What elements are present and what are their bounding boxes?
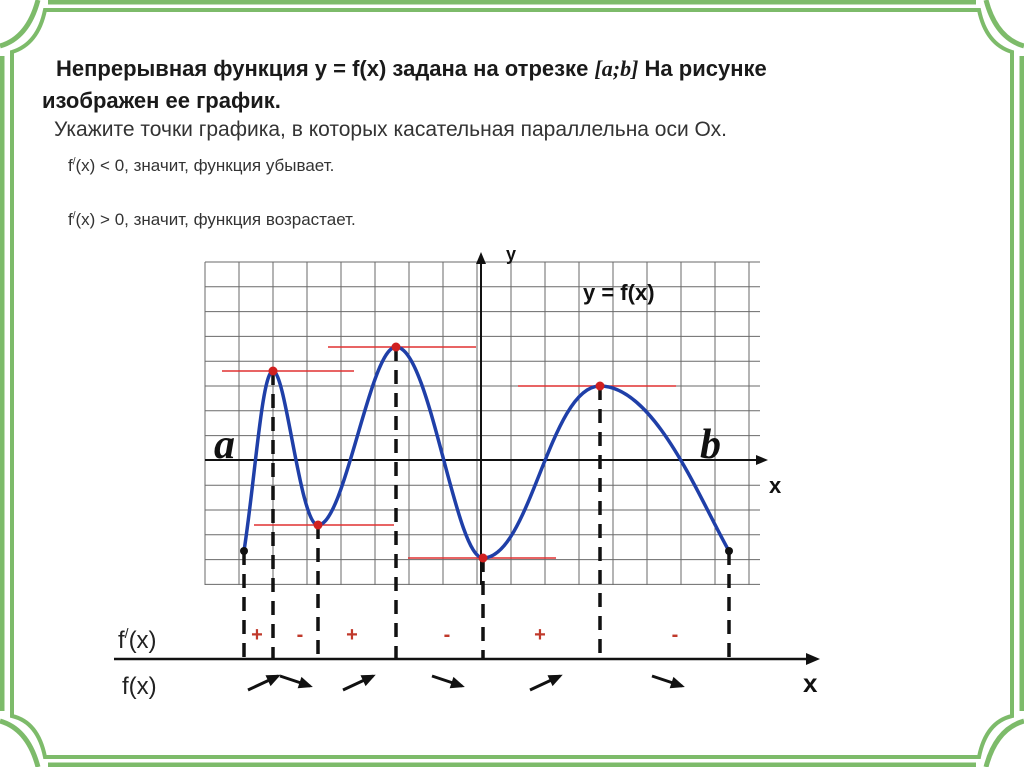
derivative-prime: / xyxy=(124,625,129,641)
extremum-point xyxy=(392,343,401,352)
derivative-sign: + xyxy=(534,624,546,646)
extremum-point xyxy=(479,554,488,563)
x-axis-label: x xyxy=(769,473,782,498)
arrow-head xyxy=(298,677,313,688)
y-axis-arrow xyxy=(476,252,486,264)
extremum-point xyxy=(269,367,278,376)
derivative-sign: + xyxy=(251,624,263,646)
rule-f: f xyxy=(68,210,73,229)
rule-prime: / xyxy=(72,156,76,168)
function-row-label: f(x) xyxy=(122,673,157,700)
tangent-lines xyxy=(222,347,676,558)
derivative-x: (x) xyxy=(128,627,157,654)
extremum-point xyxy=(314,521,323,530)
extremum-point xyxy=(596,382,605,391)
endpoint-point xyxy=(725,547,733,555)
derivative-row-label xyxy=(118,625,157,654)
extremum-points xyxy=(240,343,733,563)
projection-lines xyxy=(244,347,729,660)
sign-chart-axis-label: x xyxy=(803,668,818,698)
derivative-f: f xyxy=(118,627,125,654)
task-text: Укажите точки графика, в которых касательная параллельна оси Ох. xyxy=(54,118,727,141)
x-axis-arrow xyxy=(756,455,768,465)
arrow-head xyxy=(450,677,465,688)
derivative-sign: + xyxy=(346,624,358,646)
sign-row xyxy=(251,624,678,646)
rule-prime: / xyxy=(72,210,76,222)
rule-f: f xyxy=(68,156,73,175)
title-part-1: Непрерывная функция y = f(x) задана на отрезке xyxy=(56,56,595,81)
monotonicity-arrows xyxy=(248,675,685,690)
y-axis-label: y xyxy=(506,244,517,264)
arrow-head xyxy=(670,677,685,688)
derivative-sign: - xyxy=(296,624,304,646)
endpoint-point xyxy=(240,547,248,555)
derivative-sign: - xyxy=(671,624,679,646)
sign-chart-axis-arrow xyxy=(806,653,820,665)
rule-decrease-body: (x) < 0, значит, функция убывает. xyxy=(75,156,335,175)
endpoint-a-label: a xyxy=(214,422,235,468)
title-line-2: изображен ее график. xyxy=(42,88,281,113)
rule-increase-body: (x) > 0, значит, функция возрастает. xyxy=(75,210,356,229)
title-part-2: На рисунке xyxy=(638,56,767,81)
function-label: y = f(x) xyxy=(583,280,655,305)
interval-label: [a;b] xyxy=(594,56,639,81)
derivative-sign: - xyxy=(443,624,451,646)
endpoint-b-label: b xyxy=(700,422,721,468)
